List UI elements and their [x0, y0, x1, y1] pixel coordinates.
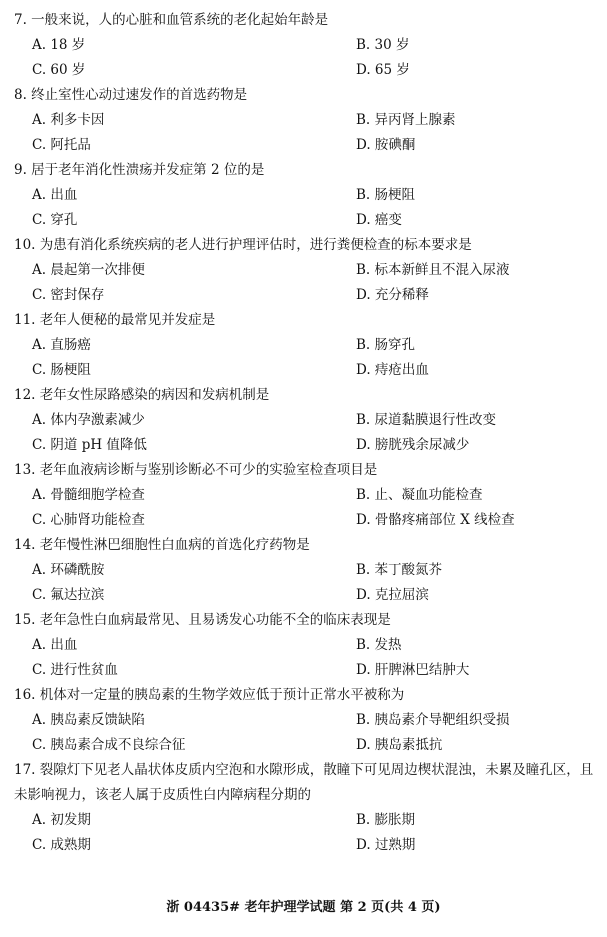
- option-d: D. 克拉屈滨: [356, 587, 429, 603]
- option-a: A. 直肠癌: [32, 337, 91, 353]
- option-d: D. 胰岛素抵抗: [356, 737, 443, 753]
- option-c: C. 穿孔: [32, 212, 78, 228]
- question-stem: 12. 老年女性尿路感染的病因和发病机制是: [14, 387, 270, 403]
- option-c: C. 密封保存: [32, 287, 105, 303]
- question-stem: 14. 老年慢性淋巴细胞性白血病的首选化疗药物是: [14, 537, 310, 553]
- option-d: D. 癌变: [356, 212, 402, 228]
- option-d: D. 肝脾淋巴结肿大: [356, 662, 470, 678]
- question-stem: 9. 居于老年消化性溃疡并发症第 2 位的是: [14, 162, 265, 178]
- option-c: C. 胰岛素合成不良综合征: [32, 737, 186, 753]
- option-b: B. 异丙肾上腺素: [356, 112, 456, 128]
- question-stem: 17. 裂隙灯下见老人晶状体皮质内空泡和水隙形成，散瞳下可见周边楔状混浊，未累及瞳孔区，且未影响视力，该老人属于皮质性白内障病程分期的: [14, 762, 594, 803]
- option-c: C. 氟达拉滨: [32, 587, 105, 603]
- question-stem: 10. 为患有消化系统疾病的老人进行护理评估时，进行粪便检查的标本要求是: [14, 237, 472, 253]
- option-b: B. 尿道黏膜退行性改变: [356, 412, 497, 428]
- option-b: B. 止、凝血功能检查: [356, 487, 483, 503]
- option-a: A. 18 岁: [32, 37, 86, 53]
- option-d: D. 痔疮出血: [356, 362, 429, 378]
- option-c: C. 进行性贫血: [32, 662, 118, 678]
- question-stem: 8. 终止室性心动过速发作的首选药物是: [14, 87, 248, 103]
- option-c: C. 肠梗阻: [32, 362, 91, 378]
- option-b: B. 膨胀期: [356, 812, 416, 828]
- option-b: B. 肠穿孔: [356, 337, 416, 353]
- question-stem: 15. 老年急性白血病最常见、且易诱发心功能不全的临床表现是: [14, 612, 391, 628]
- option-a: A. 出血: [32, 637, 78, 653]
- option-b: B. 苯丁酸氮芥: [356, 562, 443, 578]
- option-c: C. 60 岁: [32, 62, 86, 78]
- page-footer: 浙 04435# 老年护理学试题 第 2 页(共 4 页): [166, 900, 441, 915]
- option-d: D. 骨骼疼痛部位 X 线检查: [356, 512, 515, 528]
- option-d: D. 65 岁: [356, 62, 410, 78]
- option-c: C. 阴道 pH 值降低: [32, 437, 147, 453]
- option-a: A. 初发期: [32, 812, 91, 828]
- option-a: A. 出血: [32, 187, 78, 203]
- option-d: D. 过熟期: [356, 837, 416, 853]
- question-stem: 7. 一般来说，人的心脏和血管系统的老化起始年龄是: [14, 12, 329, 28]
- option-d: D. 充分稀释: [356, 287, 429, 303]
- option-b: B. 30 岁: [356, 37, 410, 53]
- option-b: B. 发热: [356, 637, 402, 653]
- option-b: B. 标本新鲜且不混入尿液: [356, 262, 510, 278]
- option-b: B. 胰岛素介导靶组织受损: [356, 712, 510, 728]
- option-c: C. 心肺肾功能检查: [32, 512, 145, 528]
- option-d: D. 胺碘酮: [356, 137, 416, 153]
- option-c: C. 成熟期: [32, 837, 91, 853]
- option-a: A. 胰岛素反馈缺陷: [32, 712, 145, 728]
- option-b: B. 肠梗阻: [356, 187, 416, 203]
- option-a: A. 利多卡因: [32, 112, 105, 128]
- question-stem: 16. 机体对一定量的胰岛素的生物学效应低于预计正常水平被称为: [14, 687, 405, 703]
- question-stem: 13. 老年血液病诊断与鉴别诊断必不可少的实验室检查项目是: [14, 462, 378, 478]
- option-a: A. 晨起第一次排便: [32, 262, 145, 278]
- option-a: A. 环磷酰胺: [32, 562, 105, 578]
- option-a: A. 体内孕激素减少: [32, 412, 145, 428]
- option-d: D. 膀胱残余尿减少: [356, 437, 470, 453]
- option-c: C. 阿托品: [32, 137, 91, 153]
- option-a: A. 骨髓细胞学检查: [32, 487, 145, 503]
- question-stem: 11. 老年人便秘的最常见并发症是: [14, 312, 216, 328]
